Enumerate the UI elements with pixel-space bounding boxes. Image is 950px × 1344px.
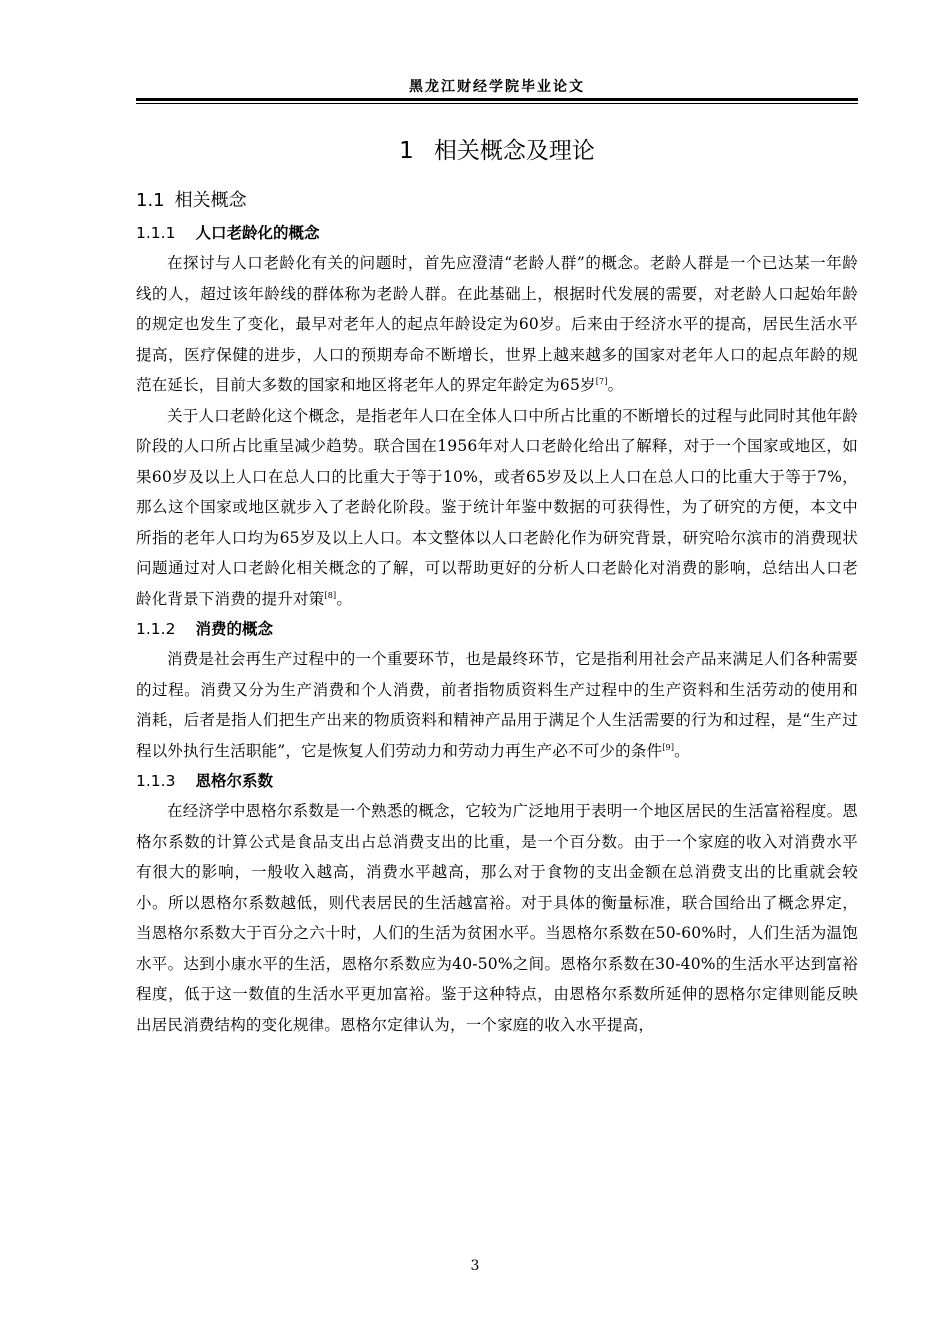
paragraph-engel-coefficient	[136, 796, 858, 1040]
header-rule-thick	[136, 98, 858, 101]
paragraph-text: 消费是社会再生产过程中的一个重要环节，也是最终环节，它是指利用社会产品来满足人们各种需要的过程。消费又分为生产消费和个人消费，前者指物质资料生产过程中的生产资料和生活劳动的使用和消耗，后者是指人们把生产出来的物质资料和精神产品用于满足个人生活需要的行为和过程，是“生产过程以外执行生活职能”，它是恢复人们劳动力和劳动力再生产必不可少的条件	[136, 650, 858, 760]
section-title: 相关概念	[174, 190, 247, 211]
subsection-number: 1.1.3	[136, 772, 176, 790]
subsection-title: 恩格尔系数	[195, 772, 273, 790]
paragraph-tail: 。	[674, 741, 690, 760]
paragraph-tail: 。	[336, 589, 353, 608]
citation-9[interactable]: [9]	[662, 742, 675, 752]
subsection-title: 消费的概念	[195, 620, 273, 638]
paragraph-tail: 。	[607, 376, 624, 394]
chapter-title	[136, 136, 858, 166]
section-number: 1.1	[136, 190, 165, 211]
citation-7[interactable]: [7]	[595, 376, 608, 386]
paragraph-text: 在探讨与人口老龄化有关的问题时，首先应澄清“老龄人群”的概念。老龄人群是一个已达某一年龄线的人，超过该年龄线的群体称为老龄人群。在此基础上，根据时代发展的需要，对老龄人口起始年龄的规定也发生了变化，最早对老年人的起点年龄设定为60岁。后来由于经济水平的提高，居民生活水平提高，医疗保健的进步，人口的预期寿命不断增长，世界上越来越多的国家对老年人口的起点年龄的规范在延长，目前大多数的国家和地区将老年人的界定年龄定为65岁	[136, 254, 858, 394]
subsection-heading-1-1-2	[136, 614, 858, 644]
paragraph-aging-definition	[136, 248, 858, 401]
header-rule-thin	[136, 103, 858, 104]
citation-8[interactable]: [8]	[324, 590, 337, 600]
running-header: 黑龙江财经学院毕业论文	[409, 79, 585, 95]
paragraph-text: 在经济学中恩格尔系数是一个熟悉的概念，它较为广泛地用于表明一个地区居民的生活富裕程度。恩格尔系数的计算公式是食品支出占总消费支出的比重，是一个百分数。由于一个家庭的收入对消费水平有很大的影响，一般收入越高，消费水平越高，那么对于食物的支出金额在总消费支出的比重就会较小。所以恩格尔系数越低，则代表居民的生活越富裕。对于具体的衡量标准，联合国给出了概念界定，当恩格尔系数大于百分之六十时，人们的生活为贫困水平。当恩格尔系数在50-60%时，人们生活为温饱水平。达到小康水平的生活，恩格尔系数应为40-50%之间。恩格尔系数在30-40%的生活水平达到富裕程度，低于这一数值的生活水平更加富裕。鉴于这种特点，由恩格尔系数所延伸的恩格尔定律则能反映出居民消费结构的变化规律。恩格尔定律认为，一个家庭的收入水平提高，	[136, 802, 858, 1034]
content-body	[136, 186, 858, 1040]
paragraph-aging-concept	[136, 401, 858, 615]
section-heading	[136, 186, 858, 216]
subsection-heading-1-1-1	[136, 218, 858, 248]
subsection-heading-1-1-3	[136, 766, 858, 796]
subsection-number: 1.1.2	[136, 620, 176, 638]
chapter-title-text: 相关概念及理论	[433, 138, 595, 164]
paragraph-consumption-concept	[136, 644, 858, 766]
chapter-number: 1	[399, 138, 414, 164]
paragraph-text: 关于人口老龄化这个概念，是指老年人口在全体人口中所占比重的不断增长的过程与此同时其他年龄阶段的人口所占比重呈减少趋势。联合国在1956年对人口老龄化给出了解释，对于一个国家或地区，如果60岁及以上人口在总人口的比重大于等于10%，或者65岁及以上人口在总人口的比重大于等于7%，那么这个国家或地区就步入了老龄化阶段。鉴于统计年鉴中数据的可获得性，为了研究的方便，本文中所指的老年人口均为65岁及以上人口。本文整体以人口老龄化作为研究背景，研究哈尔滨市的消费现状问题通过对人口老龄化相关概念的了解，可以帮助更好的分析人口老龄化对消费的影响，总结出人口老龄化背景下消费的提升对策	[136, 406, 858, 608]
page-number: 3	[470, 1258, 480, 1274]
subsection-title: 人口老龄化的概念	[195, 224, 320, 242]
subsection-number: 1.1.1	[136, 224, 176, 242]
